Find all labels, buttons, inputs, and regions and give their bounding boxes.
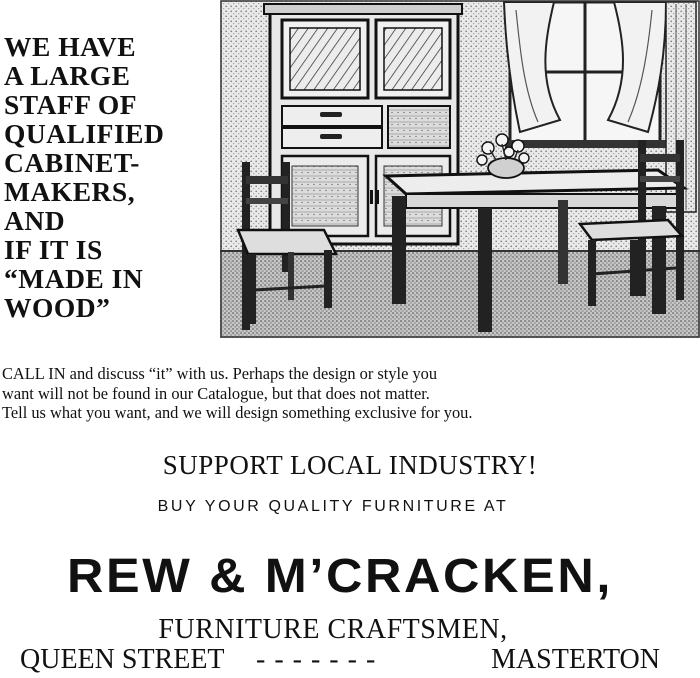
- headline-line: “MADE IN: [4, 263, 144, 294]
- address-dashes: - - - - - - -: [256, 644, 377, 675]
- street-name: QUEEN STREET: [20, 644, 225, 675]
- address-line: [20, 644, 660, 678]
- buy-subheading: BUY YOUR QUALITY FURNITURE AT: [157, 498, 509, 515]
- headline-line: AND: [4, 205, 66, 236]
- headline-line: CABINET-: [4, 147, 140, 178]
- headline-line: QUALIFIED: [4, 118, 165, 149]
- support-heading: SUPPORT LOCAL INDUSTRY!: [162, 450, 538, 480]
- body-paragraph: [2, 364, 698, 423]
- headline-line: STAFF OF: [4, 89, 138, 120]
- headline-line: WOOD”: [4, 292, 111, 323]
- brand-name: REW & M’CRACKEN,: [67, 550, 613, 603]
- body-line: CALL IN and discuss “it” with us. Perhaps the design or style you: [2, 364, 438, 383]
- body-line: want will not be found in our Catalogue, but that does not matter.: [2, 383, 430, 403]
- kitchen-furniture-illustration: [220, 0, 700, 338]
- headline-line: WE HAVE: [4, 31, 137, 62]
- body-line: Tell us what you want, and we will design something exclusive for you.: [2, 403, 473, 422]
- craftsmen-line: FURNITURE CRAFTSMEN,: [158, 614, 508, 645]
- town-name: MASTERTON: [491, 644, 660, 675]
- headline-line: IF IT IS: [4, 234, 103, 265]
- headline-line: A LARGE: [4, 60, 131, 91]
- headline: [4, 32, 214, 322]
- headline-line: MAKERS,: [4, 176, 136, 207]
